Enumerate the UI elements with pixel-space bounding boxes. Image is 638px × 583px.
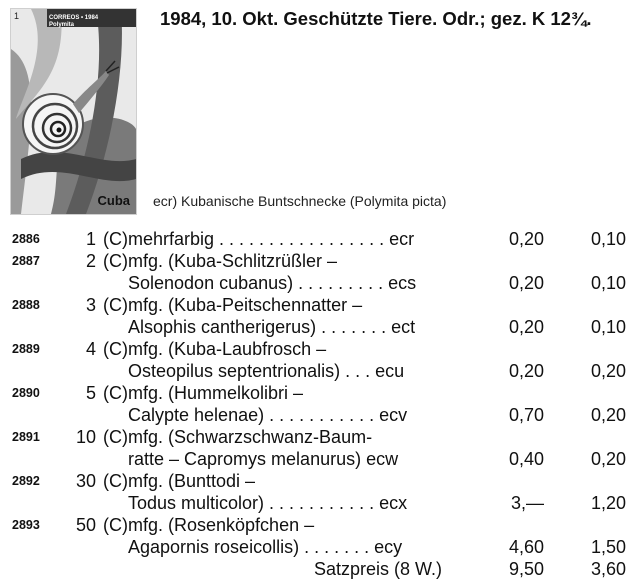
price-mint: 0,20 (508, 273, 544, 293)
snail-illustration (11, 9, 136, 214)
description: mfg. (Bunttodi – (128, 471, 256, 491)
catalog-entry (0, 382, 638, 404)
stamp-corner-number: 1 (14, 11, 20, 21)
catalog-entry-continuation (0, 272, 638, 294)
description: mehrfarbig . . . . . . . . . . . . . . . . . ecr (128, 229, 415, 249)
stamp-top-text: CORREOS • 1984 Polymita (49, 15, 99, 28)
description: mfg. (Kuba-Schlitzrüßler – (128, 251, 338, 271)
description: mfg. (Hummelkolibri – (128, 383, 304, 403)
price-used: 1,50 (590, 537, 626, 557)
description: Calypte helenae) . . . . . . . . . . . ecv (128, 405, 408, 425)
price-mint: 4,60 (508, 537, 544, 557)
price-used: 1,20 (590, 493, 626, 513)
catalog-number: 2890 (12, 386, 40, 400)
description: Osteopilus septentrionalis) . . . ecu (128, 361, 405, 381)
description: ratte – Capromys melanurus) ecw (128, 449, 399, 469)
currency: (C) (103, 427, 128, 447)
issue-title: 1984, 10. Okt. Geschützte Tiere. Odr.; gez. K 12¾. (160, 8, 592, 29)
catalog-number: 2891 (12, 430, 40, 444)
currency: (C) (103, 295, 128, 315)
face-value: 5 (85, 383, 96, 403)
price-mint: 0,20 (508, 361, 544, 381)
face-value: 30 (75, 471, 96, 491)
face-value: 10 (75, 427, 96, 447)
currency: (C) (103, 339, 128, 359)
currency: (C) (103, 515, 128, 535)
price-used: 0,20 (590, 405, 626, 425)
description: mfg. (Kuba-Laubfrosch – (128, 339, 327, 359)
set-total-used: 3,60 (590, 559, 626, 579)
face-value: 2 (85, 251, 96, 271)
currency: (C) (103, 251, 128, 271)
price-mint: 0,40 (508, 449, 544, 469)
price-mint: 0,70 (508, 405, 544, 425)
set-total-mint: 9,50 (508, 559, 544, 579)
catalog-list (0, 228, 638, 580)
price-used: 0,10 (590, 229, 626, 249)
description: Solenodon cubanus) . . . . . . . . . ecs (128, 273, 417, 293)
description: Agapornis roseicollis) . . . . . . . ecy (128, 537, 403, 557)
catalog-entry (0, 426, 638, 448)
set-total-label: Satzpreis (8 W.) (314, 559, 443, 579)
price-mint: 0,20 (508, 317, 544, 337)
catalog-entry-continuation (0, 492, 638, 514)
catalog-entry (0, 470, 638, 492)
description: mfg. (Kuba-Peitschennatter – (128, 295, 363, 315)
catalog-entry (0, 228, 638, 250)
catalog-entry (0, 250, 638, 272)
catalog-number: 2893 (12, 518, 40, 532)
catalog-number: 2889 (12, 342, 40, 356)
catalog-entry (0, 294, 638, 316)
catalog-number: 2888 (12, 298, 40, 312)
stamp-country: Cuba (97, 193, 130, 208)
description: mfg. (Rosenköpfchen – (128, 515, 315, 535)
face-value: 1 (85, 229, 96, 249)
catalog-entry-continuation (0, 536, 638, 558)
catalog-number: 2892 (12, 474, 40, 488)
catalog-entry (0, 338, 638, 360)
catalog-entry-continuation (0, 316, 638, 338)
description: Alsophis cantherigerus) . . . . . . . ect (128, 317, 416, 337)
price-used: 0,10 (590, 317, 626, 337)
catalog-entry-continuation (0, 448, 638, 470)
set-total (0, 558, 638, 580)
catalog-number: 2886 (12, 232, 40, 246)
catalog-entry-continuation (0, 404, 638, 426)
price-used: 0,20 (590, 361, 626, 381)
face-value: 50 (75, 515, 96, 535)
description: Todus multicolor) . . . . . . . . . . . ecx (128, 493, 408, 513)
description: mfg. (Schwarzschwanz-Baum- (128, 427, 373, 447)
catalog-entry-continuation (0, 360, 638, 382)
currency: (C) (103, 471, 128, 491)
face-value: 4 (85, 339, 96, 359)
face-value: 3 (85, 295, 96, 315)
stamp-caption: ecr) Kubanische Buntschnecke (Polymita picta) (153, 193, 447, 209)
price-used: 0,20 (590, 449, 626, 469)
catalog-entry (0, 514, 638, 536)
price-mint: 3,— (510, 493, 544, 513)
price-used: 0,10 (590, 273, 626, 293)
currency: (C) (103, 383, 128, 403)
stamp-image (10, 8, 137, 215)
price-mint: 0,20 (508, 229, 544, 249)
currency: (C) (103, 229, 128, 249)
catalog-number: 2887 (12, 254, 40, 268)
